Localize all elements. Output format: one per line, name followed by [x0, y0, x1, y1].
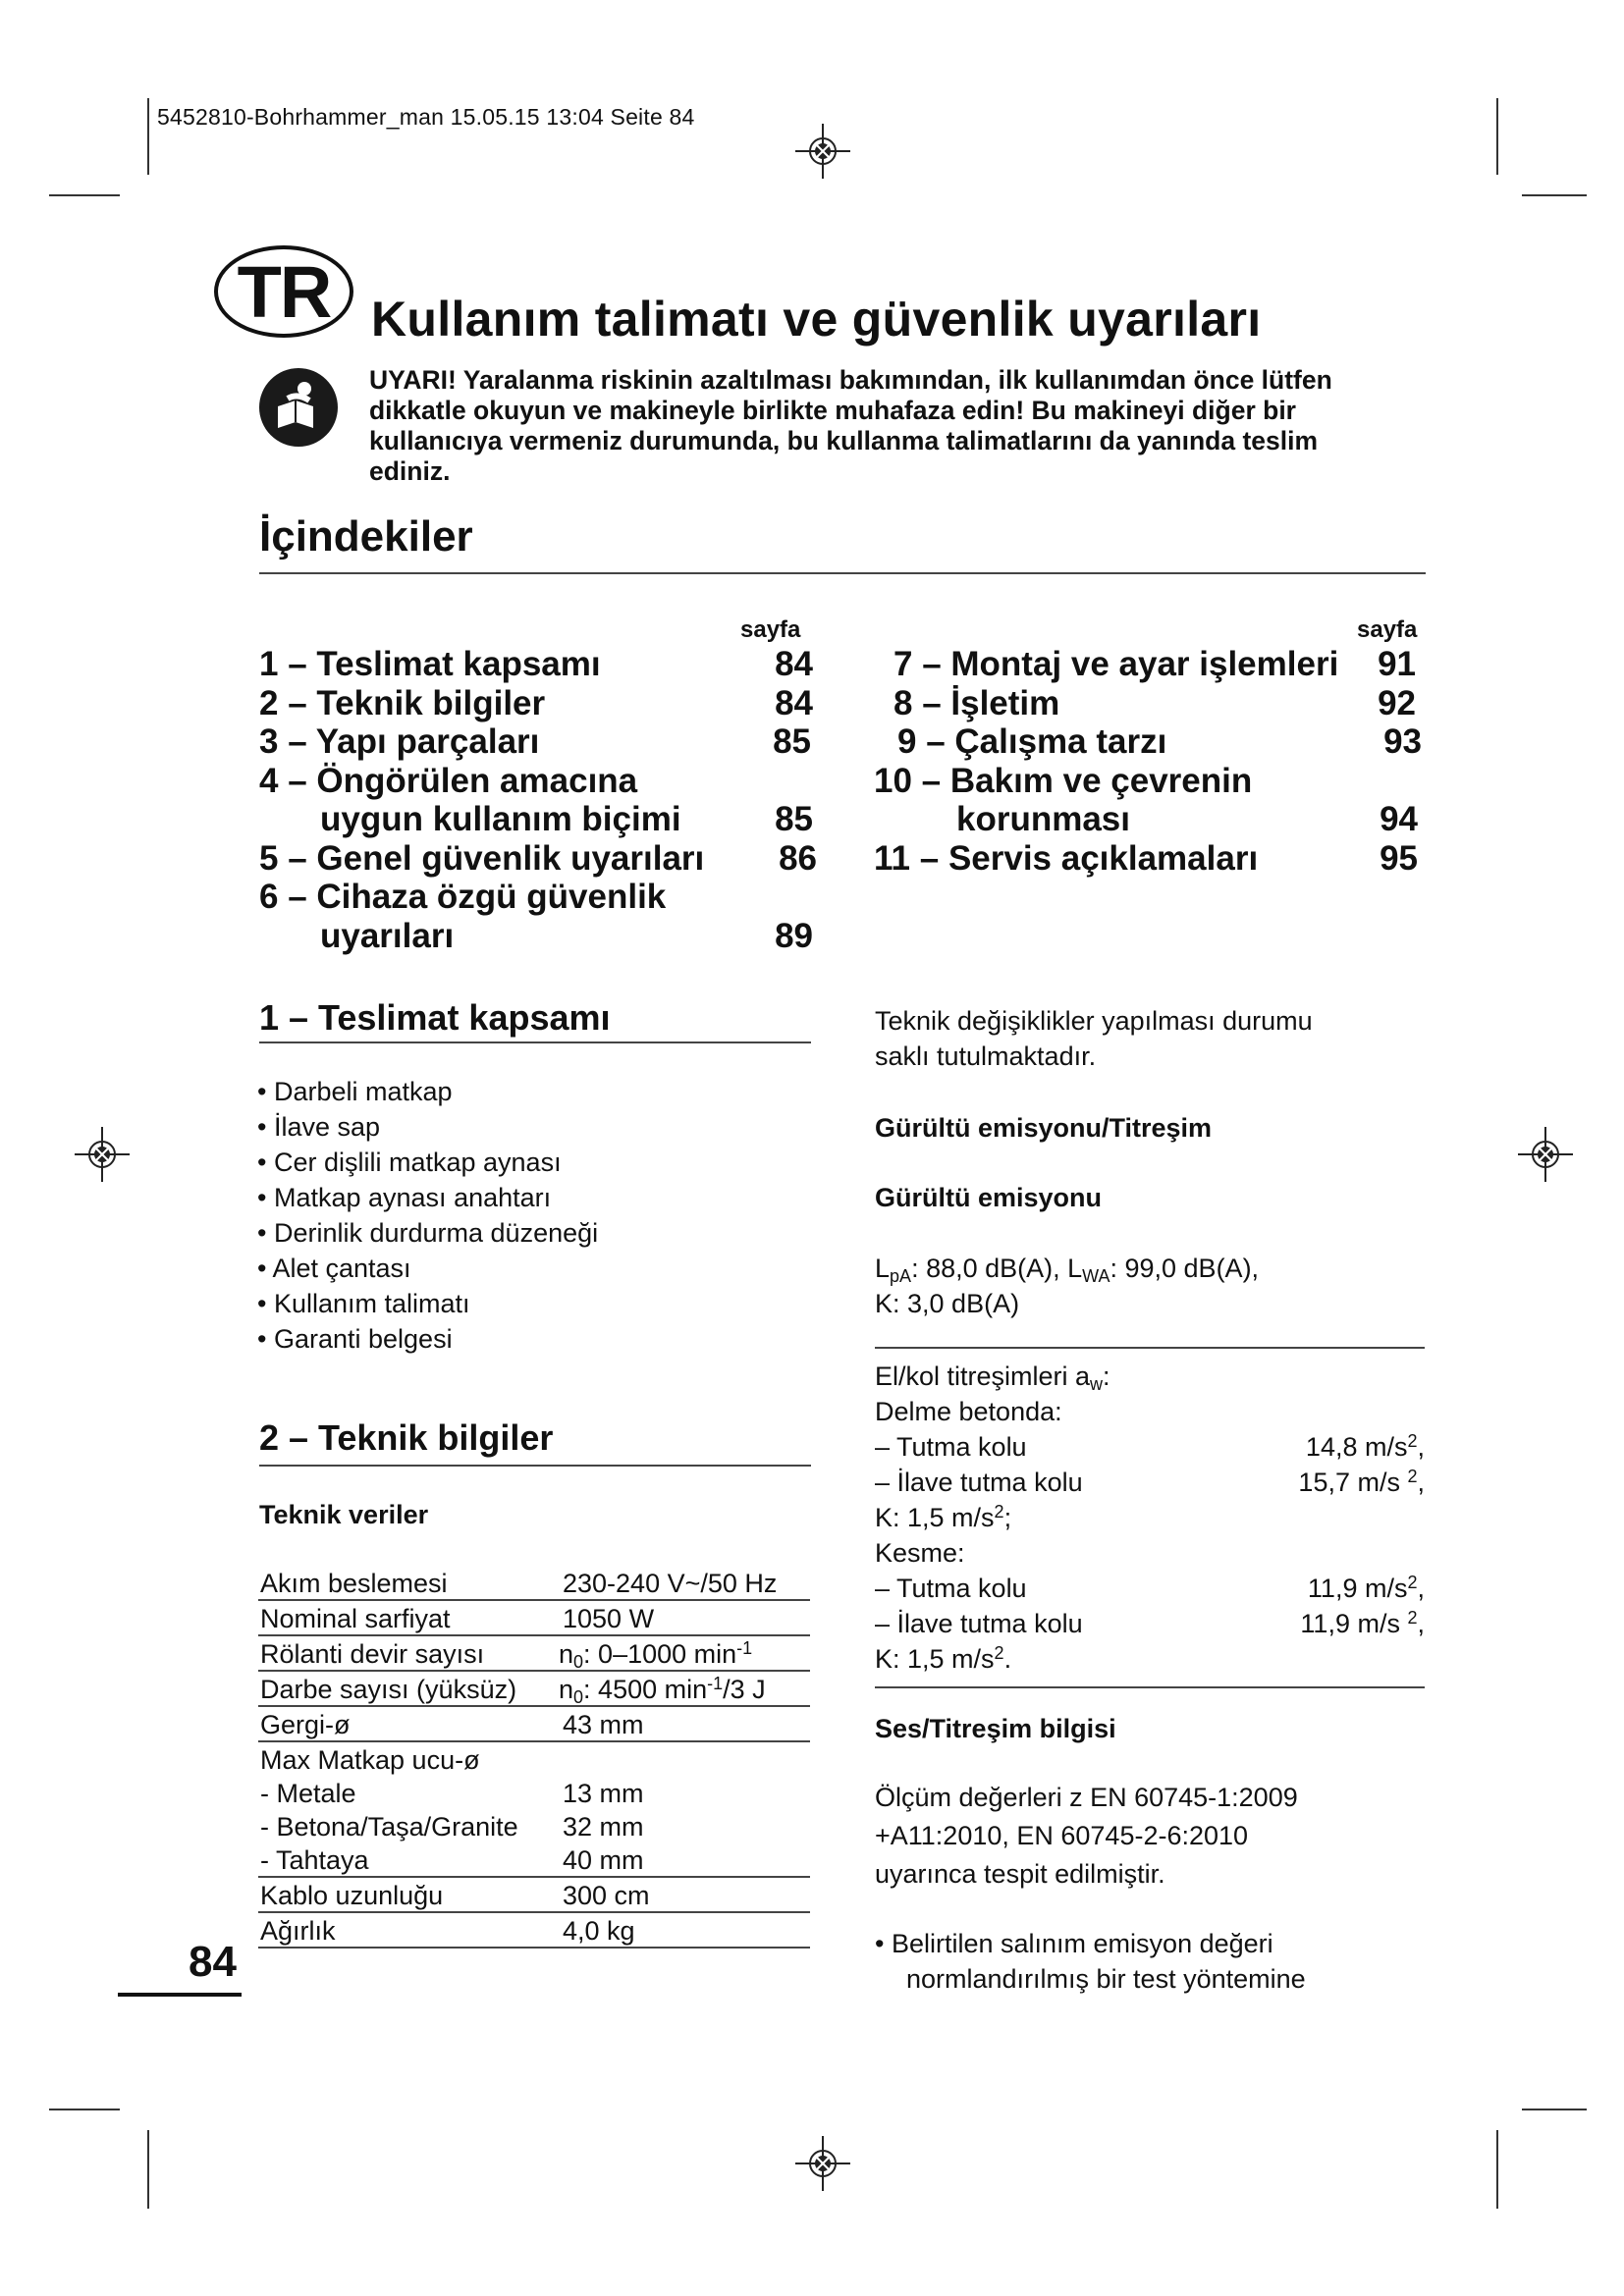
divider: [259, 1465, 811, 1467]
toc-page-label: sayfa: [740, 616, 801, 643]
section-heading: 2 – Teknik bilgiler: [259, 1417, 554, 1458]
subheading: Gürültü emisyonu/Titreşim: [875, 1113, 1213, 1143]
list-item: • Garanti belgesi: [257, 1324, 453, 1354]
vibration-row: – İlave tutma kolu 11,9 m/s $^2$,: [875, 1608, 1425, 1638]
toc-entry[interactable]: korunması 94: [956, 800, 1418, 838]
page-title: Kullanım talimatı ve güvenlik uyarıları: [371, 292, 1262, 347]
table-row: Nominal sarfiyat 1050 W: [258, 1600, 810, 1635]
table-row: - Betona/Taşa/Granite 32 mm: [260, 1812, 644, 1842]
technical-changes-note: Teknik değişiklikler yapılması durumu saklı tutulmaktadır.: [875, 1006, 1313, 1071]
toc-left: [259, 645, 819, 955]
subheading: Gürültü emisyonu: [875, 1183, 1103, 1212]
divider: [875, 1347, 1425, 1349]
table-row: Rölanti devir sayısı $n_0$: 0–1000 $\min^{-1}$: [258, 1635, 810, 1671]
toc-entry[interactable]: 7 – Montaj ve ayar işlemleri 91: [893, 645, 1416, 683]
crop-mark: [147, 98, 149, 175]
toc-entry[interactable]: 11 – Servis açıklamaları 95: [874, 838, 1418, 878]
toc-entry[interactable]: 2 – Teknik bilgiler 84: [259, 683, 813, 722]
toc-entry[interactable]: 5 – Genel güvenlik uyarıları 86: [259, 838, 817, 878]
vibration-values: El/kol titreşimleri $a_w$: Delme betonda: – Tutma kolu 14,8 $m/s^2$, – İlave tutma kolu 15,7 m/s $^2$, K: 1,5 $m/s^2$; Kesme: – Tutma kolu 11,9 $m/s^2$, – İlave tutma kolu 11,9 m/s $^2$, K: 1,5 $m/s^2$.: [875, 1362, 1425, 1674]
toc-entry[interactable]: uyarıları 89: [320, 916, 813, 955]
table-row: Max Matkap ucu-ø: [260, 1745, 480, 1775]
toc-right: [874, 645, 1424, 878]
language-badge: TR: [214, 245, 353, 338]
list-item: • Darbeli matkap: [257, 1077, 453, 1106]
toc-entry[interactable]: 1 – Teslimat kapsamı 84: [259, 645, 813, 683]
divider: [259, 1041, 811, 1043]
crop-mark: [1522, 2109, 1587, 2110]
list-item: • Matkap aynası anahtarı: [257, 1183, 552, 1212]
measurement-info: Ölçüm değerleri z EN 60745-1:2009 +A11:2010, EN 60745-2-6:2010 uyarınca tespit edilmiştir.: [875, 1783, 1298, 1889]
registration-mark-icon: [75, 1127, 130, 1182]
noise-values: $L_{pA}$: 88,0 dB(A), $L_{WA}$: 99,0 dB(A), K: 3,0 dB(A): [875, 1254, 1260, 1318]
list-item: • Derinlik durdurma düzeneği: [257, 1218, 599, 1248]
registration-mark-icon: [795, 124, 850, 179]
toc-entry[interactable]: uygun kullanım biçimi 85: [320, 800, 813, 838]
crop-mark: [1496, 98, 1498, 175]
registration-mark-icon: [1518, 1127, 1573, 1182]
list-item: • İlave sap: [257, 1112, 381, 1142]
toc-entry[interactable]: 8 – İşletim 92: [893, 683, 1416, 722]
subheading: Teknik veriler: [259, 1500, 429, 1529]
table-row: Akım beslemesi 230-240 V~/50 Hz: [258, 1566, 810, 1600]
safety-warning: UYARI! Yaralanma riskinin azaltılması bakımından, ilk kullanımdan önce lütfen dikkatle okuyun ve makineyle birlikte muhafaza edin! Bu makineyi diğer bir kullanıcıya vermeniz durumunda, bu kullanma talimatlarını da yanında teslim ediniz.: [369, 365, 1332, 486]
divider: [875, 1686, 1425, 1688]
divider: [118, 1993, 242, 1997]
table-row: - Tahtaya 40 mm: [258, 1842, 810, 1877]
crop-mark: [1496, 2130, 1498, 2209]
toc-entry[interactable]: 9 – Çalışma tarzı 93: [897, 722, 1422, 761]
vibration-row: – Tutma kolu 14,8 $m/s^2$,: [875, 1431, 1425, 1462]
section-heading: 1 – Teslimat kapsamı: [259, 997, 611, 1038]
spec-table: [258, 1566, 810, 1949]
toc-entry[interactable]: 6 – Cihaza özgü güvenlik: [259, 878, 667, 916]
vibration-row: – İlave tutma kolu 15,7 m/s $^2$,: [875, 1467, 1425, 1497]
toc-heading: İçindekiler: [259, 512, 473, 561]
table-row: Ağırlık 4,0 kg: [258, 1912, 810, 1948]
subheading: Ses/Titreşim bilgisi: [875, 1714, 1116, 1743]
list-item: • Cer dişlili matkap aynası: [257, 1148, 562, 1177]
vibration-row: – Tutma kolu 11,9 $m/s^2$,: [875, 1573, 1425, 1603]
crop-mark: [147, 2130, 149, 2209]
table-row: Darbe sayısı (yüksüz) $n_0$: 4500 $\min^{-1}/3$ J: [258, 1671, 810, 1706]
crop-mark: [49, 194, 120, 196]
read-manual-icon: [258, 367, 339, 448]
table-row: - Metale 13 mm: [260, 1779, 644, 1808]
toc-page-label: sayfa: [1357, 616, 1418, 643]
crop-mark: [1522, 194, 1587, 196]
divider: [259, 572, 1426, 574]
print-header: 5452810-Bohrhammer_man 15.05.15 13:04 Seite 84: [157, 104, 695, 130]
delivery-list: [257, 1074, 598, 1357]
toc-entry[interactable]: 10 – Bakım ve çevrenin: [874, 761, 1253, 800]
list-item: • Kullanım talimatı: [257, 1289, 470, 1318]
list-item: • Alet çantası: [257, 1254, 411, 1283]
page-number: 84: [189, 1938, 237, 1986]
toc-entry[interactable]: 4 – Öngörülen amacına: [259, 761, 638, 800]
table-row: Kablo uzunluğu 300 cm: [258, 1877, 810, 1912]
toc-entry[interactable]: 3 – Yapı parçaları 85: [259, 722, 811, 761]
table-row: Gergi-ø 43 mm: [258, 1706, 810, 1741]
registration-mark-icon: [795, 2136, 850, 2191]
emission-note: • Belirtilen salınım emisyon değeri normlandırılmış bir test yöntemine: [875, 1929, 1306, 1994]
crop-mark: [49, 2109, 120, 2110]
